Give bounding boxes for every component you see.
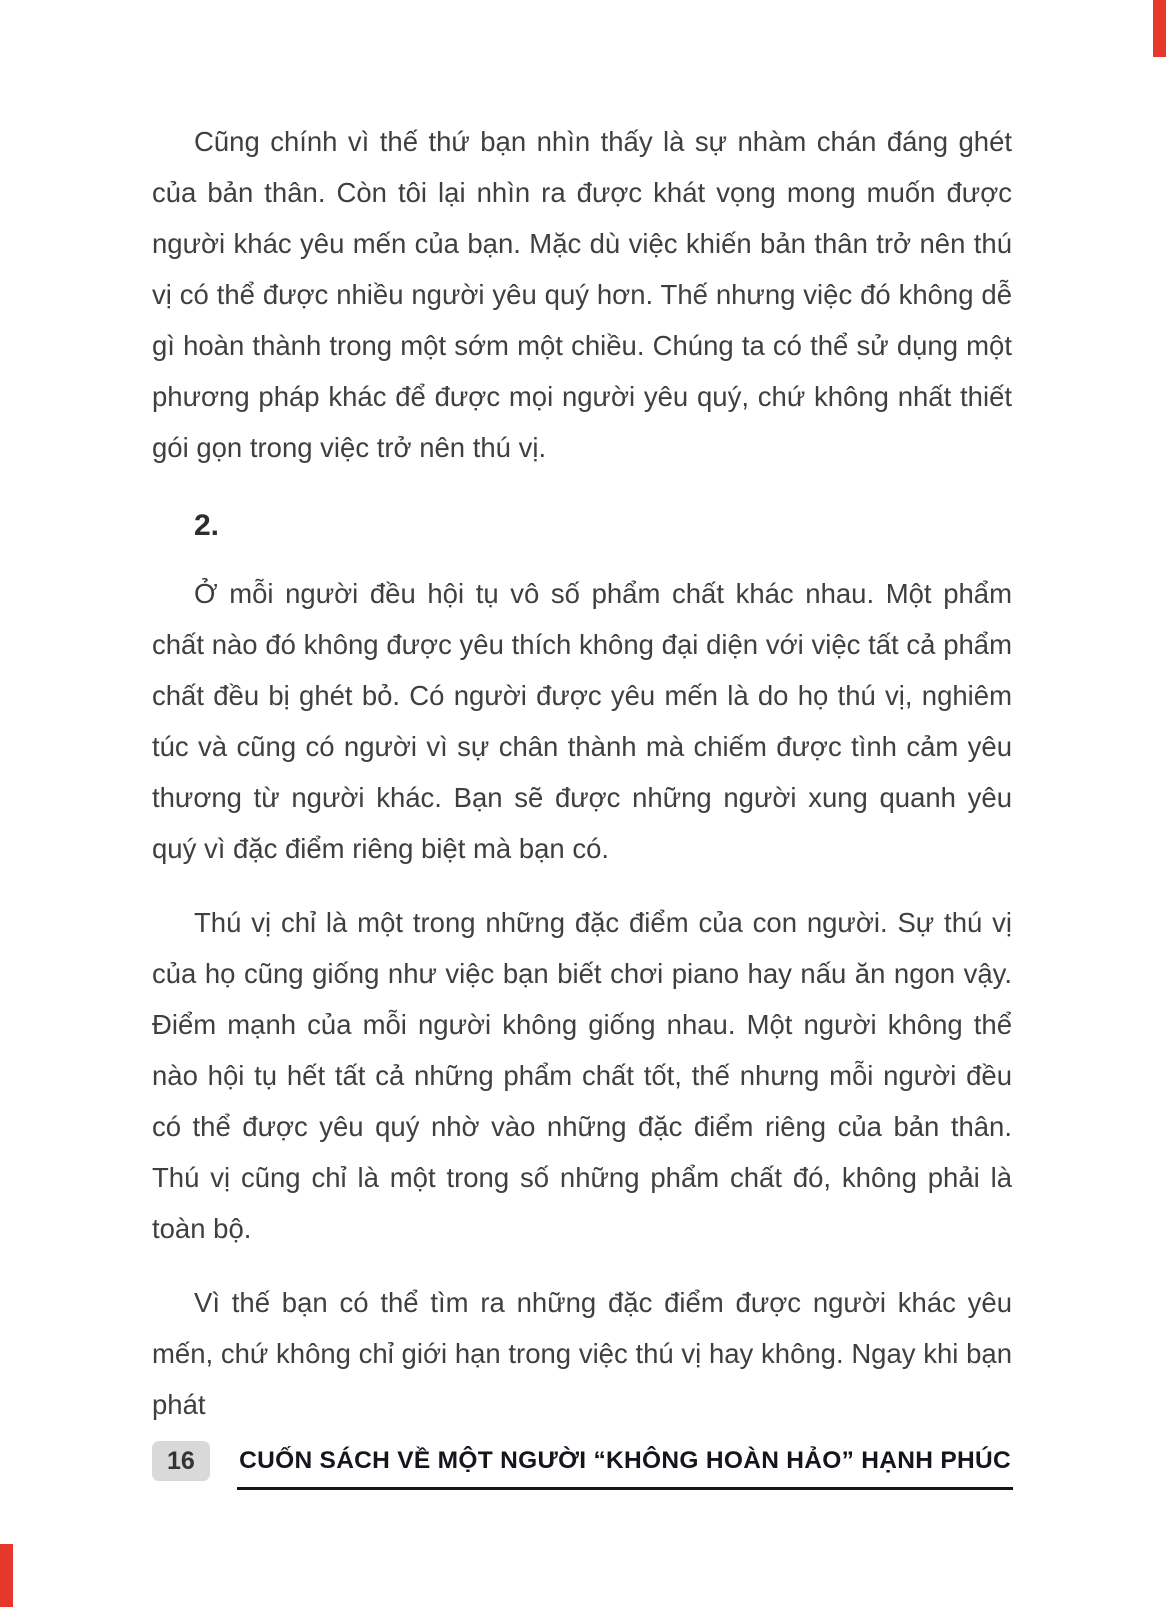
page-number-badge: 16 bbox=[152, 1441, 210, 1481]
red-edge-tab-top bbox=[1153, 0, 1166, 57]
paragraph: Vì thế bạn có thể tìm ra những đặc điểm được người khác yêu mến, chứ không chỉ giới hạn trong việc thú vị hay không. Ngay khi bạn phát bbox=[152, 1287, 1012, 1420]
page-footer bbox=[152, 1441, 1013, 1490]
red-edge-tab-bottom bbox=[0, 1544, 13, 1607]
book-page-text bbox=[152, 116, 1012, 1453]
paragraph: Cũng chính vì thế thứ bạn nhìn thấy là sự nhàm chán đáng ghét của bản thân. Còn tôi lại nhìn ra được khát vọng mong muốn được người khác yêu mến của bạn. Mặc dù việc khiến bản thân trở nên thú vị có thể được nhiều người yêu quý hơn. Thế nhưng việc đó không dễ gì hoàn thành trong một sớm một chiều. Chúng ta có thể sử dụng một phương pháp khác để được mọi người yêu quý, chứ không nhất thiết gói gọn trong việc trở nên thú vị. bbox=[152, 126, 1012, 463]
footer-book-title: CUỐN SÁCH VỀ MỘT NGƯỜI “KHÔNG HOÀN HẢO” HẠNH PHÚC bbox=[237, 1441, 1013, 1490]
paragraph: Ở mỗi người đều hội tụ vô số phẩm chất khác nhau. Một phẩm chất nào đó không được yêu thích không đại diện với việc tất cả phẩm chất đều bị ghét bỏ. Có người được yêu mến là do họ thú vị, nghiêm túc và cũng có người vì sự chân thành mà chiếm được tình cảm yêu thương từ người khác. Bạn sẽ được những người xung quanh yêu quý vì đặc điểm riêng biệt mà bạn có. bbox=[152, 578, 1012, 864]
section-heading: 2. bbox=[194, 509, 220, 542]
paragraph: Thú vị chỉ là một trong những đặc điểm của con người. Sự thú vị của họ cũng giống như việc bạn biết chơi piano hay nấu ăn ngon vậy. Điểm mạnh của mỗi người không giống nhau. Một người không thể nào hội tụ hết tất cả những phẩm chất tốt, thế nhưng mỗi người đều có thể được yêu quý nhờ vào những đặc điểm riêng của bản thân. Thú vị cũng chỉ là một trong số những phẩm chất đó, không phải là toàn bộ. bbox=[152, 907, 1012, 1244]
